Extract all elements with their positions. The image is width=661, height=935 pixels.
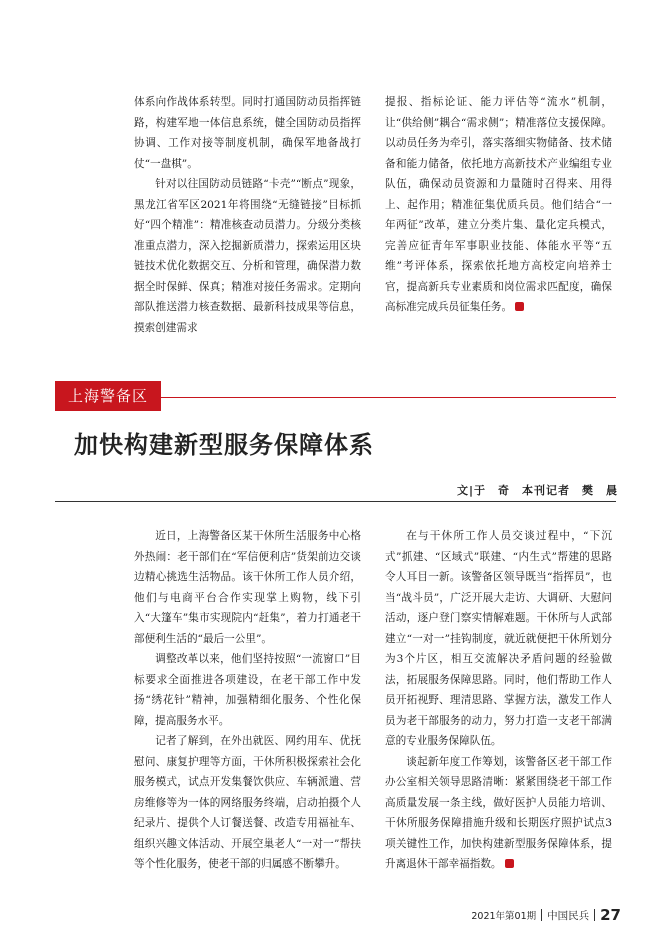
- byline-divider: [55, 501, 616, 502]
- top-article-right-column: [385, 92, 612, 318]
- top-article-left-column: [134, 92, 361, 338]
- section-tag: 上海警备区: [55, 381, 161, 411]
- paragraph: 近日，上海警备区某干休所生活服务中心格外热闹：老干部们在“军信便利店”货架前边交谈边精心挑选生活物品。该干休所工作人员介绍，他们与电商平台合作实现掌上购物，线下引入“大篷车”集市实现院内“赶集”，着力打通老干部便利生活的“最后一公里”。: [134, 530, 361, 645]
- paragraph: [385, 92, 612, 318]
- paragraph: 针对以往国防动员链路“卡壳”“断点”现象，黑龙江省军区2021年将围绕“无缝链接”目标抓好“四个精准”：精准核查动员潜力。分级分类核准重点潜力，深入挖掘新质潜力，探索运用区块链技术优化数据交互、分析和管理，确保潜力数据全时保鲜、保真；精准对接任务需求。定期向部队推送潜力核查数据、最新科技成果等信息，摸索创建需求: [134, 178, 361, 334]
- magazine-name: 中国民兵: [547, 909, 590, 922]
- section-divider: [161, 397, 616, 398]
- paragraph: 在与干休所工作人员交谈过程中，“下沉式”抓建、“区域式”联建、“内生式”帮建的思路令人耳目一新。该警备区领导既当“指挥员”，也当“战斗员”，广泛开展大走访、大调研、大慰问活动，逐户登门察实情解难题。干休所与人武部建立“一对一”挂钩制度，就近就便把干休所划分为3个片区，相互交流解决矛盾问题的经验做法，拓展服务保障思路。同时，他们帮助工作人员开拓视野、理清思路、掌握方法，激发工作人员为老干部服务的动力，努力打造一支老干部满意的专业服务保障队伍。: [385, 530, 612, 747]
- footer-separator: [541, 909, 542, 921]
- page-number: 27: [600, 906, 621, 924]
- paragraph: 记者了解到，在外出就医、网约用车、优抚慰问、康复护理等方面，干休所积极探索社会化服务模式，试点开发集餐饮供应、车辆派遣、营房维修等为一体的网络服务终端，启动拍摄个人纪录片、提供个人订餐送餐、改造专用福祉车、组织兴趣文体活动、开展空巢老人“一对一”帮扶等个性化服务，使老干部的归属感不断攀升。: [134, 735, 361, 870]
- paragraph-text: 谈起新年度工作筹划，该警备区老干部工作办公室相关领导思路清晰：紧紧围绕老干部工作高质量发展一条主线，做好医护人员能力培训、干休所服务保障措施升级和长期医疗照护试点3项关键性工作，加快构建新型服务保障体系，提升离退休干部幸福指数。: [385, 755, 612, 870]
- issue-label: 2021年第01期: [471, 911, 537, 922]
- page-footer: [471, 907, 621, 923]
- article-end-icon: [515, 302, 524, 311]
- paragraph: 调整改革以来，他们坚持按照“一流窗口”目标要求全面推进各项建设，在老干部工作中发扬“绣花针”精神，加强精细化服务、个性化保障，提高服务水平。: [134, 653, 361, 727]
- footer-separator: [594, 909, 595, 921]
- article-right-column: [385, 526, 612, 875]
- paragraph: [385, 752, 612, 875]
- article-left-column: [134, 526, 361, 875]
- article-end-icon: [505, 859, 514, 868]
- article-headline: 加快构建新型服务保障体系: [74, 431, 374, 459]
- article-byline: 文|于 奇 本刊记者 樊 晨: [456, 484, 618, 497]
- paragraph: 体系向作战体系转型。同时打通国防动员指挥链路，构建军地一体信息系统，健全国防动员指挥协调、工作对接等制度机制，确保军地备战打仗“一盘棋”。: [134, 96, 361, 170]
- paragraph-text: 提报、指标论证、能力评估等“流水”机制，让“供给侧”耦合“需求侧”；精准落位支援保障。以动员任务为牵引，落实落细实物储备、技术储备和能力储备，依托地方高新技术产业编组专业队伍，确保动员资源和力量随时召得来、用得上、起作用；精准征集优质兵员。他们结合“一年两征”改革，建立分类片集、量化定兵模式，完善应征青年军事职业技能、体能水平等“五维”考评体系，探索依托地方高校定向培养士官，提高新兵专业素质和岗位需求匹配度，确保高标准完成兵员征集任务。: [385, 96, 612, 313]
